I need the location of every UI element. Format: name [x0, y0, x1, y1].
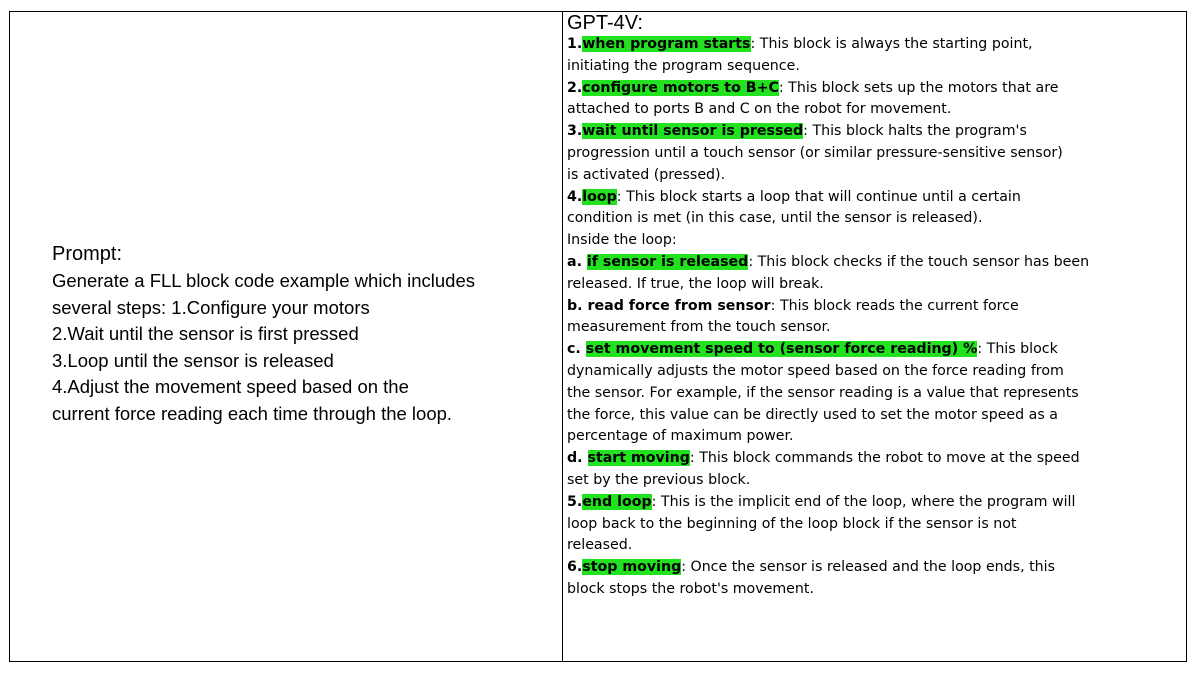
response-cell: GPT-4V: 1.when program starts: This block is always the starting point, initiating the program sequence. 2.configure motors to B+C: This block sets up the motors that are attached to ports B and C on the robot for movement. 3.wait until sensor is pressed: This block halts the program's progression until a touch sensor (or similar pressure-sensitive sensor) is activated (pressed). 4.loop: This block starts a loop that will continue until a certain condition is met (in this case, until the sensor is released). Inside the loop: a. if sensor is released: This block checks if the touch sensor has been released. If true, the loop will break. b. read force from sensor: This block reads the current force measurement from the touch sensor. c. set movement speed to (sensor force reading) %: This block dynamically adjusts the motor speed based on the force reading from the sensor. For example, if the sensor reading is a value that represents the force, this value can be directly used to set the motor speed as a percentage of maximum power. d. start moving: This block commands the robot to move at the speed set by the previous block. 5.end loop: This is the implicit end of the loop, where the program will loop back to the beginning of the loop block if the sensor is not released. 6.stop moving: Once the sensor is released and the loop ends, this block stops the robot's movement. — [563, 12, 1186, 661]
block-name: start moving — [587, 450, 690, 467]
step-1: 1.when program starts: This block is always the starting point, — [567, 36, 1033, 52]
response-title: GPT-4V: — [567, 12, 643, 34]
block-name: when program starts — [582, 36, 751, 52]
step-a: a. if sensor is released: This block checks if the touch sensor has been — [567, 253, 1090, 270]
prompt-line: 4.Adjust the movement speed based on the — [52, 376, 409, 397]
prompt-line: 3.Loop until the sensor is released — [52, 349, 334, 371]
prompt-line: current force reading each time through the loop. — [52, 402, 453, 424]
prompt-cell — [10, 12, 563, 661]
step-c: c. set movement speed to (sensor force reading) %: This block — [567, 341, 1058, 358]
prompt-title: Prompt: — [52, 243, 123, 265]
block-name: stop moving — [582, 559, 682, 576]
step-b: b. read force from sensor: This block reads the current force — [567, 297, 1019, 314]
inside-loop-label: Inside the loop: — [567, 232, 677, 249]
step-5: 5.end loop: This is the implicit end of the loop, where the program will — [567, 493, 1076, 510]
prompt-line: several steps: 1.Configure your motors — [52, 296, 370, 318]
block-name: set movement speed to (sensor force reading) % — [585, 341, 978, 358]
block-name: end loop — [582, 493, 652, 510]
block-name: configure motors to B+C — [582, 79, 779, 96]
prompt-line: Generate a FLL block code example which includes — [52, 270, 475, 291]
block-name: read force from sensor — [587, 297, 771, 314]
prompt-line: 2.Wait until the sensor is first pressed — [52, 323, 359, 344]
comparison-table — [9, 11, 1187, 662]
step-3: 3.wait until sensor is pressed: This block halts the program's — [567, 123, 1027, 140]
block-name: loop — [582, 188, 617, 205]
block-name: wait until sensor is pressed — [582, 123, 804, 140]
step-d: d. start moving: This block commands the robot to move at the speed — [567, 450, 1080, 467]
step-6: 6.stop moving: Once the sensor is released and the loop ends, this — [567, 559, 1055, 576]
step-2: 2.configure motors to B+C: This block sets up the motors that are — [567, 79, 1059, 96]
step-4: 4.loop: This block starts a loop that will continue until a certain — [567, 188, 1021, 205]
block-name: if sensor is released — [586, 253, 749, 270]
